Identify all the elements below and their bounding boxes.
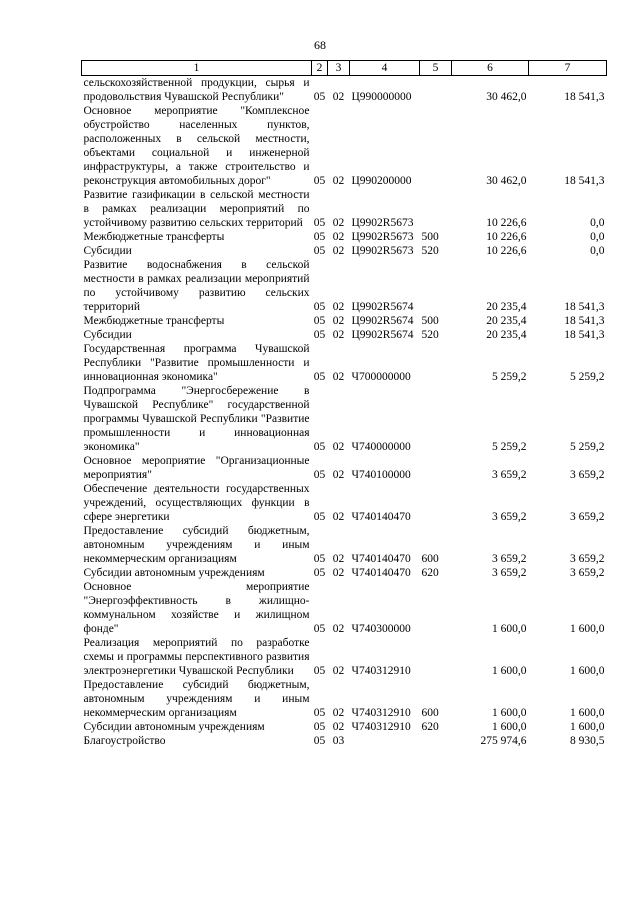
row-amount-2: 5 259,2 — [570, 371, 605, 383]
table-row — [82, 678, 607, 720]
row-target-code: Ч740312910 — [351, 721, 411, 733]
row-name: Основное мероприятие "Энергоэффективность в жилищно-коммунальном хозяйстве и жилищном фонде" — [83, 581, 310, 635]
row-amount-1: 10 226,6 — [486, 217, 527, 229]
header-col-3: 3 — [328, 61, 350, 76]
row-subsection: 02 — [332, 175, 345, 187]
table-row — [82, 566, 607, 580]
row-target-code: Ч740140470 — [351, 511, 411, 523]
row-amount-1: 275 974,6 — [480, 735, 527, 747]
row-expense-type — [420, 636, 452, 678]
table-row — [82, 580, 607, 636]
row-expense-type — [420, 734, 452, 748]
header-col-7: 7 — [529, 61, 607, 76]
table-row — [82, 720, 607, 734]
row-amount-2: 0,0 — [590, 231, 605, 243]
row-amount-2: 0,0 — [590, 245, 605, 257]
row-section: 05 — [313, 301, 326, 313]
row-expense-type: 600 — [421, 707, 439, 719]
row-name: Реализация мероприятий по разработке схемы и программы перспективного развития электроэнергетики Чувашской Республики — [83, 637, 310, 677]
row-target-code: Ц9902R5674 — [351, 301, 414, 313]
table-row — [82, 454, 607, 482]
row-name: Основное мероприятие "Комплексное обустройство населенных пунктов, расположенных в сельской местности, объектами социальной и инженерной инфраструктуры, а также строительство и реконструкция автомобильных дорог" — [83, 105, 310, 187]
row-name: Субсидии автономным учреждениям — [83, 721, 265, 733]
row-amount-1: 30 462,0 — [486, 91, 527, 103]
row-expense-type: 620 — [421, 567, 439, 579]
row-target-code: Ц9902R5673 — [351, 245, 414, 257]
row-target-code: Ч740140470 — [351, 553, 411, 565]
row-subsection: 02 — [332, 301, 345, 313]
row-name: Межбюджетные трансферты — [83, 231, 225, 243]
row-expense-type — [420, 76, 452, 105]
row-expense-type: 500 — [421, 315, 439, 327]
row-amount-2: 8 930,5 — [570, 735, 605, 747]
row-section: 05 — [313, 735, 326, 747]
row-section: 05 — [313, 665, 326, 677]
row-subsection: 02 — [332, 553, 345, 565]
row-amount-2: 1 600,0 — [570, 665, 605, 677]
row-subsection: 02 — [332, 315, 345, 327]
row-amount-1: 5 259,2 — [492, 371, 527, 383]
row-expense-type — [420, 104, 452, 188]
row-target-code: Ц9902R5673 — [351, 231, 414, 243]
header-row — [82, 61, 607, 76]
row-expense-type — [420, 258, 452, 314]
row-subsection: 02 — [332, 91, 345, 103]
row-amount-1: 1 600,0 — [492, 623, 527, 635]
row-name: Предоставление субсидий бюджетным, автономным учреждениям и иным некоммерческим организациям — [83, 679, 310, 719]
row-amount-1: 3 659,2 — [492, 511, 527, 523]
row-subsection: 02 — [332, 245, 345, 257]
row-name: Развитие водоснабжения в сельской местности в рамках реализации мероприятий по устойчивому развитию сельских территорий — [83, 259, 310, 313]
row-subsection: 02 — [332, 665, 345, 677]
table-row — [82, 76, 607, 105]
row-expense-type — [420, 454, 452, 482]
table-row — [82, 524, 607, 566]
row-expense-type: 520 — [421, 245, 439, 257]
table-row — [82, 342, 607, 384]
row-subsection: 02 — [332, 329, 345, 341]
row-amount-1: 10 226,6 — [486, 231, 527, 243]
row-name: Субсидии — [83, 329, 132, 341]
table-row — [82, 328, 607, 342]
row-target-code: Ч740100000 — [351, 469, 411, 481]
row-section: 05 — [313, 707, 326, 719]
row-name: Субсидии — [83, 245, 132, 257]
row-subsection: 02 — [332, 721, 345, 733]
row-amount-2: 18 541,3 — [564, 315, 605, 327]
row-target-code: Ц990200000 — [351, 175, 412, 187]
row-expense-type: 500 — [421, 231, 439, 243]
row-subsection: 02 — [332, 469, 345, 481]
row-expense-type — [420, 342, 452, 384]
header-col-1: 1 — [82, 61, 312, 76]
row-target-code: Ч740140470 — [351, 567, 411, 579]
row-subsection: 02 — [332, 567, 345, 579]
row-expense-type — [420, 482, 452, 524]
header-col-4: 4 — [350, 61, 420, 76]
row-target-code — [350, 734, 420, 748]
row-name: Основное мероприятие "Организационные мероприятия" — [83, 455, 310, 481]
row-section: 05 — [313, 217, 326, 229]
header-col-6: 6 — [452, 61, 529, 76]
row-amount-2: 1 600,0 — [570, 623, 605, 635]
row-amount-1: 3 659,2 — [492, 469, 527, 481]
table-row — [82, 482, 607, 524]
row-amount-2: 1 600,0 — [570, 707, 605, 719]
row-section: 05 — [313, 511, 326, 523]
table-row — [82, 314, 607, 328]
row-amount-2: 18 541,3 — [564, 91, 605, 103]
row-section: 05 — [313, 623, 326, 635]
row-section: 05 — [313, 91, 326, 103]
row-section: 05 — [313, 315, 326, 327]
row-amount-1: 1 600,0 — [492, 707, 527, 719]
row-amount-2: 3 659,2 — [570, 567, 605, 579]
row-amount-2: 3 659,2 — [570, 469, 605, 481]
row-name: Развитие газификации в сельской местности в рамках реализации мероприятий по устойчивому развитию сельских территорий — [83, 189, 310, 229]
row-target-code: Ч740000000 — [351, 441, 411, 453]
row-target-code: Ч740300000 — [351, 623, 411, 635]
header-col-2: 2 — [312, 61, 328, 76]
table-row — [82, 258, 607, 314]
row-name: Государственная программа Чувашской Республики "Развитие промышленности и инновационная экономика" — [83, 343, 310, 383]
row-target-code: Ч700000000 — [351, 371, 411, 383]
row-amount-2: 1 600,0 — [570, 721, 605, 733]
row-amount-1: 20 235,4 — [486, 301, 527, 313]
table-row — [82, 244, 607, 258]
row-subsection: 02 — [332, 231, 345, 243]
row-expense-type — [420, 384, 452, 454]
row-name: Обеспечение деятельности государственных учреждений, осуществляющих функции в сфере энергетики — [83, 483, 310, 523]
row-amount-1: 3 659,2 — [492, 553, 527, 565]
row-section: 05 — [313, 441, 326, 453]
row-amount-2: 18 541,3 — [564, 301, 605, 313]
row-target-code: Ц9902R5673 — [351, 217, 414, 229]
row-name: Благоустройство — [83, 735, 166, 747]
row-section: 05 — [313, 175, 326, 187]
table-row — [82, 636, 607, 678]
row-expense-type — [420, 580, 452, 636]
row-amount-2: 3 659,2 — [570, 553, 605, 565]
row-section: 05 — [313, 231, 326, 243]
row-amount-2: 3 659,2 — [570, 511, 605, 523]
table-body — [82, 76, 607, 749]
row-subsection: 02 — [332, 217, 345, 229]
table-header — [82, 61, 607, 76]
row-subsection: 02 — [332, 371, 345, 383]
row-subsection: 02 — [332, 511, 345, 523]
table-row — [82, 734, 607, 748]
row-section: 05 — [313, 567, 326, 579]
row-amount-1: 20 235,4 — [486, 315, 527, 327]
table-row — [82, 384, 607, 454]
row-amount-1: 10 226,6 — [486, 245, 527, 257]
row-name: Подпрограмма "Энергосбережение в Чувашской Республике" государственной программы Чувашской Республики "Развитие промышленности и инновационная экономика" — [83, 385, 310, 453]
row-section: 05 — [313, 721, 326, 733]
table-row — [82, 230, 607, 244]
row-amount-1: 20 235,4 — [486, 329, 527, 341]
row-amount-2: 18 541,3 — [564, 175, 605, 187]
row-amount-1: 30 462,0 — [486, 175, 527, 187]
row-target-code: Ц990000000 — [351, 91, 412, 103]
page-number: 68 — [314, 38, 326, 52]
row-section: 05 — [313, 469, 326, 481]
row-name: Субсидии автономным учреждениям — [83, 567, 265, 579]
table-row — [82, 188, 607, 230]
row-expense-type: 520 — [421, 329, 439, 341]
row-subsection: 03 — [332, 735, 345, 747]
row-section: 05 — [313, 553, 326, 565]
row-subsection: 02 — [332, 707, 345, 719]
row-section: 05 — [313, 329, 326, 341]
row-subsection: 02 — [332, 623, 345, 635]
row-amount-2: 0,0 — [590, 217, 605, 229]
row-amount-1: 3 659,2 — [492, 567, 527, 579]
row-target-code: Ч740312910 — [351, 707, 411, 719]
row-amount-2: 18 541,3 — [564, 329, 605, 341]
row-section: 05 — [313, 371, 326, 383]
row-target-code: Ц9902R5674 — [351, 329, 414, 341]
row-amount-1: 1 600,0 — [492, 665, 527, 677]
row-expense-type: 600 — [421, 553, 439, 565]
row-target-code: Ч740312910 — [351, 665, 411, 677]
row-name: Предоставление субсидий бюджетным, автономным учреждениям и иным некоммерческим организациям — [83, 525, 310, 565]
row-expense-type: 620 — [421, 721, 439, 733]
budget-table — [81, 60, 607, 748]
row-subsection: 02 — [332, 441, 345, 453]
header-col-5: 5 — [420, 61, 452, 76]
row-name: сельскохозяйственной продукции, сырья и продовольствия Чувашской Республики" — [83, 77, 310, 103]
row-target-code: Ц9902R5674 — [351, 315, 414, 327]
row-amount-1: 5 259,2 — [492, 441, 527, 453]
row-section: 05 — [313, 245, 326, 257]
row-amount-2: 5 259,2 — [570, 441, 605, 453]
row-amount-1: 1 600,0 — [492, 721, 527, 733]
row-expense-type — [420, 188, 452, 230]
row-name: Межбюджетные трансферты — [83, 315, 225, 327]
table-row — [82, 104, 607, 188]
